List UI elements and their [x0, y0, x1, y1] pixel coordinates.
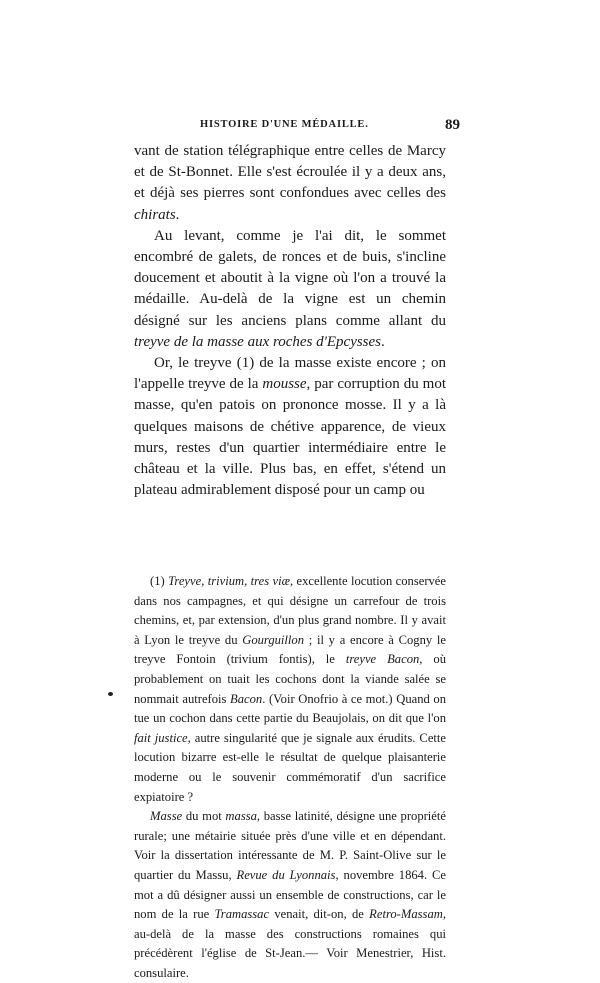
paragraph-3: [134, 353, 446, 501]
footnote-2-text-1: du mot: [182, 809, 226, 824]
footnotes: [134, 572, 446, 983]
paragraph-2-end: .: [381, 333, 385, 350]
footnote-2-italic-3: Revue du Lyonnais: [236, 867, 336, 882]
footnote-1-text-1: , excellente locution conservée dans nos campagnes, et qui désigne un carrefour de trois chemins, et, par extension, d'un plus grand nombre. Il y avait à Lyon le treyve du: [134, 574, 446, 647]
ink-speck: [108, 692, 113, 696]
paragraph-3-end: , par corruption du mot masse, qu'en patois on prononce mosse. Il y a là quelques maisons de chétive apparence, de vieux murs, restes d'un quartier intermédiaire entre le château et la ville. Plus bas, en effet, s'étend un plateau admirablement disposé pour un camp ou: [134, 376, 446, 499]
footnote-2-italic-5: Retro-Massam: [369, 907, 443, 922]
paragraph-1-end: .: [175, 206, 180, 223]
paragraph-3-italic: mousse: [262, 376, 307, 393]
footnote-1: [134, 572, 446, 807]
footnote-marker: (1): [150, 574, 169, 588]
footnote-2: [134, 807, 446, 983]
page-header: [0, 117, 600, 137]
footnote-1-italic-1: Treyve, trivium, tres viæ: [168, 574, 290, 588]
paragraph-1-text: vant de station télégraphique entre celles de Marcy et de St-Bonnet. Elle s'est écroulée il y a deux ans, et déjà ses pierres sont confondues avec celles des: [134, 143, 446, 202]
footnote-1-italic-5: fait justice: [134, 730, 188, 745]
main-text: [134, 141, 446, 501]
paragraph-1: [134, 141, 446, 226]
footnote-2-italic-2: massa: [225, 809, 257, 824]
footnote-2-text-5: , au-delà de la masse des constructions romaines qui précédèrent l'église de St-Jean.— Voir Menestrier, Hist. consulaire.: [134, 907, 446, 980]
footnote-1-text-4: . (Voir Onofrio à ce mot.) Quand on tue un cochon dans cette partie du Beaujolais, on dit que l'on: [134, 691, 446, 726]
paragraph-2-text: Au levant, comme je l'ai dit, le sommet encombré de galets, de ronces et de buis, s'incline doucement et aboutit à la vigne où l'on a trouvé la médaille. Au-delà de la vigne est un chemin désigné sur les anciens plans comme allant du: [134, 227, 446, 329]
footnote-1-italic-2: Gourguillon: [242, 632, 305, 647]
footnote-2-text-2: , basse latinité, désigne une propriété rurale; une métairie située près d'une ville et en dépendant. Voir la dissertation intéressante de M. P. Saint-Olive sur le quartier du Massu,: [134, 809, 446, 882]
footnote-1-text-3: , où probablement on tuait les cochons dont la viande salée se nommait autrefois: [134, 652, 446, 706]
footnote-1-italic-4: Bacon: [230, 691, 263, 706]
page-number: 89: [445, 117, 460, 133]
footnote-1-text-5: , autre singularité que je signale aux érudits. Cette locution bizarre est-elle le résultat de quelque plaisanterie moderne ou le souvenir commémoratif d'un sacrifice expiatoire ?: [134, 730, 446, 804]
paragraph-2-italic: treyve de la masse aux roches d'Epcysses: [134, 333, 382, 350]
footnote-2-text-4: venait, dit-on, de: [269, 907, 370, 922]
footnote-2-italic-4: Tramassac: [214, 907, 270, 922]
paragraph-1-italic: chirats: [134, 206, 176, 223]
footnote-2-italic-1: Masse: [150, 809, 183, 824]
footnote-1-italic-3: treyve Bacon: [345, 652, 420, 667]
footnote-1-text-2: ; il y a encore à Cogny le treyve Fontoin (trivium fontis), le: [134, 632, 446, 667]
paragraph-3-text: Or, le treyve (1) de la masse existe encore ; on l'appelle treyve de la: [134, 355, 446, 393]
paragraph-2: [134, 226, 446, 353]
footnote-2-text-3: , novembre 1864. Ce mot a dû désigner aussi un ensemble de constructions, car le nom de la rue: [134, 867, 447, 922]
running-title: HISTOIRE D'UNE MÉDAILLE.: [200, 119, 369, 130]
